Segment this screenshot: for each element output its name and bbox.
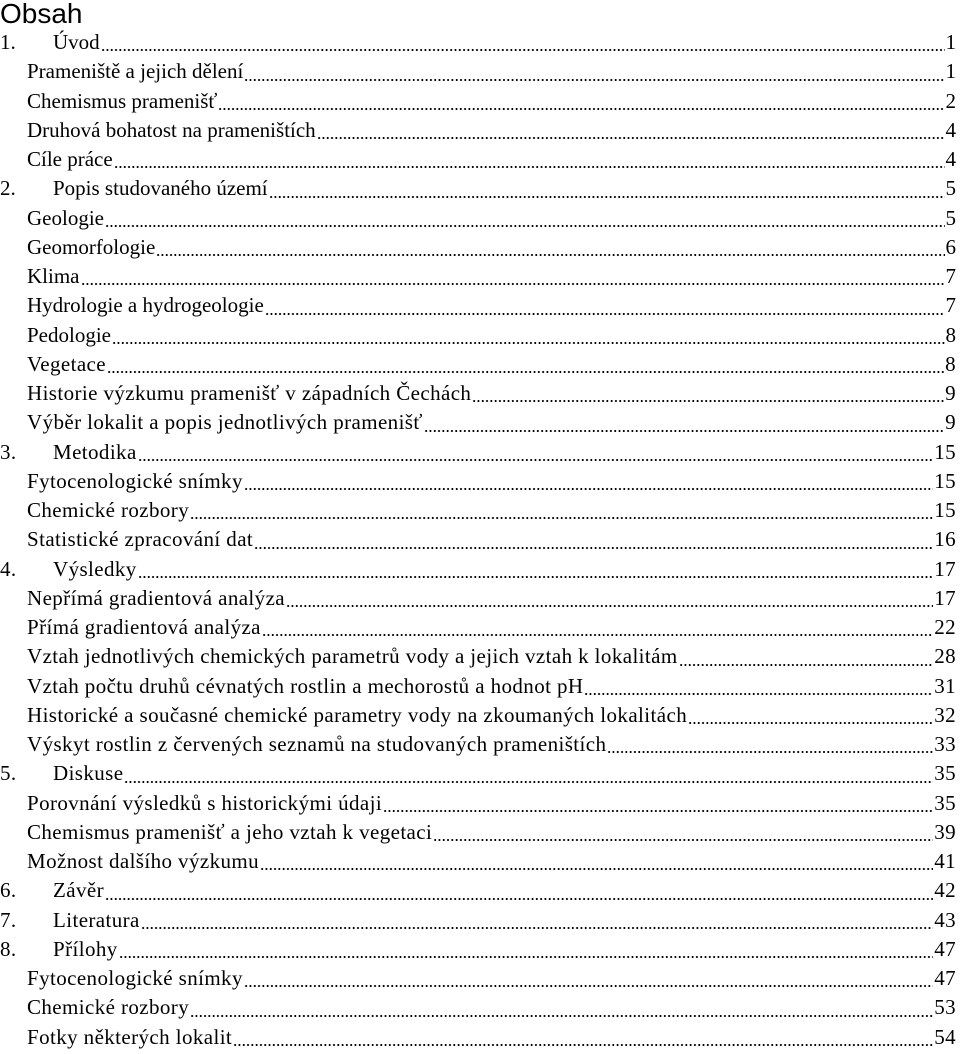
dot-leader — [472, 397, 944, 405]
toc-entry-label: Historické a současné chemické parametry vody na zkoumaných lokalitách — [27, 702, 688, 727]
toc-page-number: 5 — [945, 205, 956, 230]
toc-entry[interactable] — [0, 293, 960, 322]
toc-entry-label: Geologie — [27, 205, 104, 230]
toc-entry[interactable] — [0, 89, 960, 118]
toc-chapter-number: 3. — [0, 439, 17, 464]
toc-entry-label: Hydrologie a hydrogeologie — [27, 293, 264, 318]
toc-page-number: 1 — [945, 30, 956, 54]
toc-page-number: 7 — [945, 264, 956, 288]
toc-entry-label: Vztah počtu druhů cévnatých rostlin a mechorostů a hodnot pH — [27, 673, 584, 698]
toc-entry-label: Prameniště a jejich dělení — [27, 59, 244, 84]
dot-leader — [433, 836, 933, 844]
toc-page-number: 5 — [945, 176, 956, 201]
toc-entry-label: Nepřímá gradientová analýza — [27, 585, 286, 610]
dot-leader — [260, 865, 933, 873]
page-title: Obsah — [0, 0, 83, 29]
toc-entry[interactable] — [0, 1025, 960, 1054]
toc-page-number: 16 — [934, 527, 956, 552]
toc-entry-label: Chemismus pramenišť a jeho vztah k vegetaci — [27, 819, 433, 844]
toc-page-number: 2 — [945, 88, 956, 113]
toc-entry[interactable] — [0, 674, 960, 703]
table-of-contents — [0, 30, 960, 1054]
toc-entry-label: Fytocenologické snímky — [27, 468, 243, 493]
toc-page-number: 39 — [934, 819, 956, 844]
toc-entry[interactable] — [0, 352, 960, 381]
toc-entry-label: Výskyt rostlin z červených seznamů na studovaných prameništích — [27, 732, 607, 756]
toc-page-number: 35 — [934, 790, 956, 815]
toc-page-number: 15 — [934, 439, 956, 464]
toc-page-number: 8 — [945, 322, 956, 347]
toc-entry-label: Metodika — [53, 439, 137, 464]
dot-leader — [244, 485, 933, 493]
toc-entry-label: Druhová bohatost na prameništích — [27, 117, 316, 142]
toc-page-number: 32 — [934, 702, 956, 727]
dot-leader — [607, 748, 933, 756]
toc-page-number: 9 — [945, 381, 956, 405]
toc-page-number: 22 — [934, 615, 956, 639]
toc-page-number: 53 — [934, 995, 956, 1020]
toc-page-number: 35 — [934, 761, 956, 786]
toc-entry-label: Závěr — [53, 878, 104, 903]
toc-entry-label: Literatura — [53, 907, 140, 932]
toc-entry-label: Výběr lokalit a popis jednotlivých pramenišť — [27, 410, 423, 435]
toc-entry-label: Diskuse — [53, 761, 124, 786]
toc-entry[interactable] — [0, 615, 960, 644]
toc-chapter-number: 6. — [0, 878, 17, 903]
toc-entry[interactable] — [0, 644, 960, 673]
dot-leader — [114, 163, 945, 171]
dot-leader — [138, 456, 934, 464]
toc-entry-label: Popis studovaného území — [53, 176, 268, 201]
toc-page-number: 28 — [934, 644, 956, 669]
toc-page-number: 9 — [945, 410, 956, 435]
toc-entry[interactable] — [0, 703, 960, 732]
dot-leader — [81, 280, 945, 288]
toc-chapter-number: 1. — [0, 30, 16, 54]
toc-page-number: 43 — [934, 907, 956, 932]
toc-entry-label: Pedologie — [27, 322, 111, 347]
toc-entry-label: Fytocenologické snímky — [27, 966, 243, 990]
toc-page-number: 33 — [934, 732, 956, 756]
dot-leader — [254, 544, 933, 552]
toc-entry-label: Chemismus pramenišť — [27, 88, 218, 113]
dot-leader — [244, 982, 933, 990]
toc-entry-label: Úvod — [53, 30, 100, 54]
dot-leader — [262, 631, 933, 639]
dot-leader — [244, 76, 944, 84]
toc-entry[interactable] — [0, 820, 960, 849]
toc-entry[interactable] — [0, 469, 960, 498]
toc-page-number: 15 — [934, 468, 956, 493]
toc-entry[interactable] — [0, 908, 960, 937]
toc-entry[interactable] — [0, 937, 960, 966]
toc-entry[interactable] — [0, 761, 960, 790]
toc-entry[interactable] — [0, 147, 960, 176]
dot-leader — [265, 310, 945, 318]
dot-leader — [679, 661, 934, 669]
dot-leader — [424, 427, 944, 435]
toc-entry[interactable] — [0, 381, 960, 410]
toc-page-number: 17 — [934, 556, 956, 581]
toc-entry[interactable] — [0, 235, 960, 264]
toc-page-number: 31 — [934, 673, 956, 698]
toc-entry[interactable] — [0, 30, 960, 59]
dot-leader — [141, 924, 933, 932]
toc-entry-label: Historie výzkumu pramenišť v západních Čechách — [27, 381, 472, 405]
dot-leader — [124, 778, 933, 786]
toc-entry[interactable] — [0, 557, 960, 586]
toc-entry[interactable] — [0, 410, 960, 439]
toc-entry-label: Vegetace — [27, 351, 106, 376]
toc-chapter-number: 5. — [0, 761, 17, 786]
toc-entry-label: Cíle práce — [27, 147, 113, 171]
toc-entry[interactable] — [0, 849, 960, 878]
toc-page-number: 42 — [934, 878, 956, 903]
dot-leader — [688, 719, 933, 727]
toc-chapter-number: 4. — [0, 556, 17, 581]
toc-page-number: 1 — [945, 59, 956, 84]
toc-entry[interactable] — [0, 323, 960, 352]
toc-entry-label: Možnost dalšího výzkumu — [27, 849, 260, 873]
toc-entry[interactable] — [0, 995, 960, 1024]
toc-entry-label: Statistické zpracování dat — [27, 527, 254, 552]
toc-entry-label: Přílohy — [53, 936, 118, 961]
toc-entry-label: Vztah jednotlivých chemických parametrů vody a jejich vztah k lokalitám — [27, 644, 678, 669]
toc-entry[interactable] — [0, 206, 960, 235]
toc-chapter-number: 2. — [0, 176, 16, 201]
toc-entry[interactable] — [0, 966, 960, 995]
dot-leader — [218, 105, 944, 113]
toc-page-number: 41 — [934, 849, 956, 873]
dot-leader — [105, 895, 933, 903]
toc-page-number: 15 — [934, 498, 956, 522]
toc-page-number: 4 — [945, 117, 956, 142]
toc-entry-label: Přímá gradientová analýza — [27, 615, 261, 639]
toc-chapter-number: 8. — [0, 936, 17, 961]
toc-entry-label: Chemické rozbory — [27, 498, 190, 522]
toc-page-number: 7 — [945, 293, 956, 318]
dot-leader — [107, 368, 944, 376]
toc-page-number: 47 — [934, 966, 956, 990]
dot-leader — [119, 953, 934, 961]
toc-entry[interactable] — [0, 118, 960, 147]
toc-entry-label: Chemické rozbory — [27, 995, 190, 1020]
dot-leader — [317, 134, 945, 142]
toc-entry[interactable] — [0, 59, 960, 88]
toc-entry[interactable] — [0, 878, 960, 907]
toc-entry[interactable] — [0, 586, 960, 615]
toc-entry-label: Fotky některých lokalit — [27, 1024, 233, 1049]
dot-leader — [105, 222, 945, 230]
dot-leader — [156, 251, 944, 259]
toc-chapter-number: 7. — [0, 907, 17, 932]
toc-page-number: 4 — [945, 147, 956, 171]
dot-leader — [101, 46, 945, 54]
dot-leader — [383, 807, 933, 815]
toc-entry[interactable] — [0, 440, 960, 469]
toc-entry[interactable] — [0, 176, 960, 205]
toc-page-number: 6 — [945, 234, 956, 259]
dot-leader — [190, 1012, 933, 1020]
toc-page-number: 54 — [934, 1024, 956, 1049]
toc-entry[interactable] — [0, 264, 960, 293]
dot-leader — [190, 514, 933, 522]
toc-page-number: 17 — [934, 585, 956, 610]
dot-leader — [269, 193, 945, 201]
toc-entry[interactable] — [0, 732, 960, 761]
toc-page-number: 8 — [945, 351, 956, 376]
dot-leader — [584, 690, 933, 698]
toc-page-number: 47 — [934, 936, 956, 961]
dot-leader — [286, 602, 933, 610]
toc-entry-label: Výsledky — [53, 556, 137, 581]
toc-entry-label: Klima — [27, 264, 80, 288]
toc-entry-label: Geomorfologie — [27, 234, 156, 259]
toc-entry[interactable] — [0, 498, 960, 527]
dot-leader — [138, 573, 933, 581]
toc-entry[interactable] — [0, 527, 960, 556]
dot-leader — [233, 1041, 933, 1049]
dot-leader — [112, 339, 945, 347]
toc-entry-label: Porovnání výsledků s historickými údaji — [27, 790, 383, 815]
toc-entry[interactable] — [0, 791, 960, 820]
